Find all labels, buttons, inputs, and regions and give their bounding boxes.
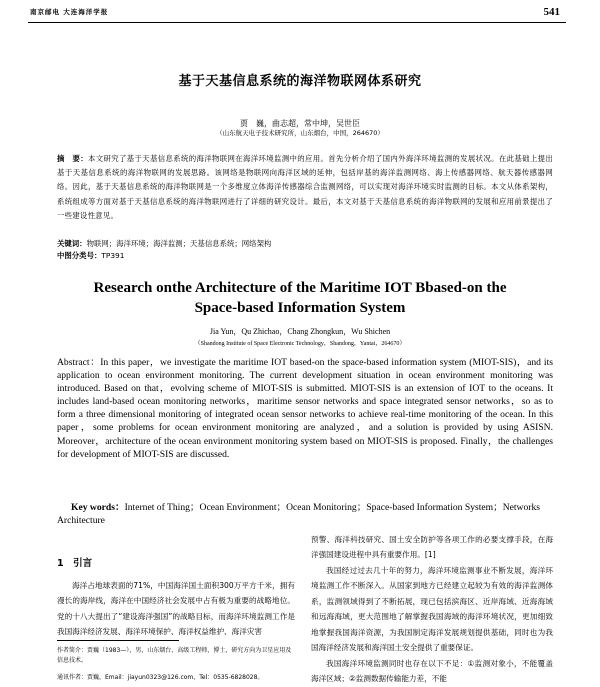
english-keywords-label: Key words： [71,502,125,513]
right-column-paragraph-3: 我国海洋环境监测同时也存在以下不足：①监测对象小，不能覆盖海洋区域；②监测数据传输能力差，不能 [311,659,553,684]
english-title [0,278,600,318]
page-number: 541 [543,6,560,18]
english-affiliation: （Shandong Institute of Space Electronic Technology，Shandong，Yantai，264670） [194,341,406,347]
english-abstract [57,356,553,461]
footnote-author-info: 作者简介：贾巍（1983—），男，山东烟台，高级工程师，博士，研究方向为卫星应用及信息技术。 [57,647,292,664]
chinese-abstract-text: 本文研究了基于天基信息系统的海洋物联网在海洋环境监测中的应用。首先分析介绍了国内外海洋环境监测的发展状况。在此基础上提出基于天基信息系统的海洋物联网的发展思路。该网络是物联网向海洋区域的延伸，包括岸基的海洋监测网络、海上传感器网络、航天器传感器网络。因此，基于天基信息系统的海洋物联网是一个多维度立体海洋传感器综合监测网络，可以实现对海洋环境实时监测的目标。本文从体系架构，系统组成等方面对基于天基信息系统的海洋物联网进行了详细的研究设计。最后，本文对基于天基信息系统的海洋物联网的发展和应用前景提出了一些建设性意见。 [57,154,553,220]
classification-value: TP391 [101,251,125,260]
english-keywords-text: Internet of Thing；Ocean Environment；Ocean Monitoring；Space-based Information System；Networks Architecture [57,502,541,527]
section-heading-introduction: 1 引言 [57,558,93,569]
chinese-affiliation: （山东航天电子技术研究所，山东烟台，中国，264670） [216,129,384,137]
english-keywords [57,501,553,527]
chinese-abstract-label: 摘 要： [57,154,89,163]
english-authors: Jia Yun，Qu Zhichao，Chang Zhongkun，Wu Shichen [209,327,391,336]
chinese-keywords-label: 关键词： [57,239,87,248]
footnote-contact: 通讯作者：贾巍，Email：jiayun0323@126.com，Tel：0535-6828028。 [57,674,264,681]
left-column-paragraph: 海洋占地球表面的71%，中国海洋国土面积300万平方千米，拥有漫长的海岸线，海洋在中国经济社会发展中占有极为重要的战略地位。党的十八大提出了“建设海洋强国”的战略目标，而海洋环境监测工作是我国海洋经济发展、海洋环境保护、海洋权益维护、海洋灾害 [57,581,295,637]
chinese-abstract [57,152,553,223]
chinese-keywords-text: 物联网；海洋环境；海洋监测；天基信息系统；网络架构 [86,239,272,248]
running-head: 南京邮电 大连海洋学报 [30,8,109,16]
english-title-line-2: Space-based Information System [194,300,406,316]
classification-number [57,250,553,262]
footnote-rule [57,640,179,641]
classification-label: 中图分类号： [57,251,102,260]
right-column-paragraph-2: 我国经过过去几十年的努力，海洋环境监测事业不断发展，海洋环境监测工作不断深入。从国家到地方已经建立起较为有效的海洋监测体系，监测领域得到了不断拓展，现已包括滨海区、近岸海域、近海海域和远海海域，更大范围地了解掌握我国海域的海洋环境状况，更加细致地掌握我国海洋资源，为我国制定海洋发展规划提供基础，同时也为我国海洋经济发展和海洋国土安全提供了重要保证。 [311,566,553,653]
chinese-title: 基于天基信息系统的海洋物联网体系研究 [178,74,422,89]
english-abstract-text: In this paper，we investigate the maritime IOT based-on the space-based information system (MIOT-SIS)，and its application to ocean environment monitoring. The current development situation in ocean environment monitoring was introduced. Based on that，evolving scheme of MIOT-SIS is submitted. MIOT-SIS is an extension of IOT to the oceans. It includes land-based ocean monitoring networks，maritime sensor networks and space integrated sensor networks，so as to form a three dimensional monitoring of integrated ocean sensor networks to achieve real-time monitoring of the ocean. In this paper，some problems for ocean environment monitoring are analyzed，and a solution is provided by using ASISN. Moreover，architecture of the ocean environment monitoring system based on MIOT-SIS is proposed. Finally，the challenges for development of MIOT-SIS are discussed. [57,357,553,460]
english-title-line-1: Research onthe Architecture of the Maritime IOT Bbased-on the [93,280,507,296]
right-column-paragraph-1: 预警、海洋科技研究、国土安全防护等各项工作的必要支撑手段，在海洋强国建设进程中具有重要作用。[1] [311,535,553,560]
header-rule [28,22,566,23]
chinese-authors: 贾 巍，曲志超，常中坤，吴世臣 [240,119,360,128]
chinese-keywords [57,238,553,250]
english-abstract-label: Abstract： [57,357,101,368]
